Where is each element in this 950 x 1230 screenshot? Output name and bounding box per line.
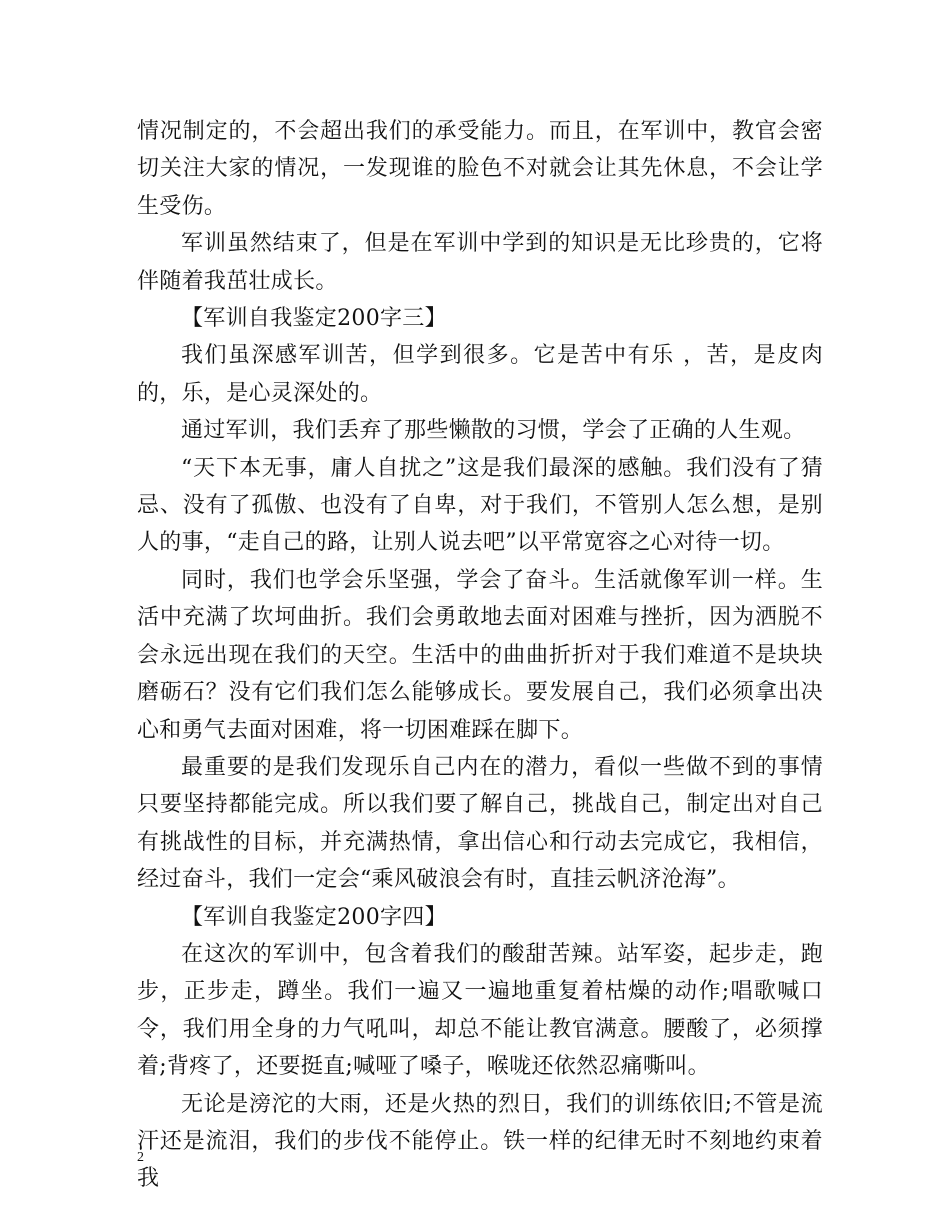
paragraph: 最重要的是我们发现乐自己内在的潜力，看似一些做不到的事情只要坚持都能完成。所以我们要了解自己，挑战自己，制定出对自己有挑战性的目标，并充满热情，拿出信心和行动去完成它，我相信，经过奋斗，我们一定会“乘风破浪会有时，直挂云帆济沧海”。 [137,754,823,893]
paragraph: 我们虽深感军训苦，但学到很多。它是苦中有乐 ，苦，是皮肉的，乐，是心灵深处的。 [137,343,823,406]
section-heading: 【军训自我鉴定200字四】 [181,904,447,930]
paragraph: 通过军训，我们丢弃了那些懒散的习惯，学会了正确的人生观。 [181,418,806,444]
page-number: 2 [137,1150,144,1165]
paragraph: 无论是滂沱的大雨，还是火热的烈日，我们的训练依旧;不管是流汗还是流泪，我们的步伐不能停止。铁一样的纪律无时不刻地约束着我 [137,1091,823,1192]
paragraph: 军训虽然结束了，但是在军训中学到的知识是无比珍贵的，它将伴随着我茁壮成长。 [137,231,823,294]
paragraph: 情况制定的，不会超出我们的承受能力。而且，在军训中，教官会密切关注大家的情况，一发现谁的脸色不对就会让其先休息，不会让学生受伤。 [137,119,823,219]
paragraph: “天下本无事，庸人自扰之”这是我们最深的感触。我们没有了猜忌、没有了孤傲、也没有了自卑，对于我们，不管别人怎么想，是别人的事，“走自己的路，让别人说去吧”以平常宽容之心对待一切。 [137,455,823,556]
paragraph: 同时，我们也学会乐坚强，学会了奋斗。生活就像军训一样。生活中充满了坎坷曲折。我们会勇敢地去面对困难与挫折，因为洒脱不会永远出现在我们的天空。生活中的曲曲折折对于我们难道不是块块磨砺石？没有它们我们怎么能够成长。要发展自己，我们必须拿出决心和勇气去面对困难，将一切困难踩在脚下。 [137,567,823,743]
body-text [137,113,823,1198]
section-heading: 【军训自我鉴定200字三】 [181,306,447,332]
paragraph: 在这次的军训中，包含着我们的酸甜苦辣。站军姿，起步走，跑步，正步走，蹲坐。我们一遍又一遍地重复着枯燥的动作;唱歌喊口令，我们用全身的力气吼叫，却总不能让教官满意。腰酸了，必须撑着;背疼了，还要挺直;喊哑了嗓子，喉咙还依然忍痛嘶叫。 [137,941,823,1080]
